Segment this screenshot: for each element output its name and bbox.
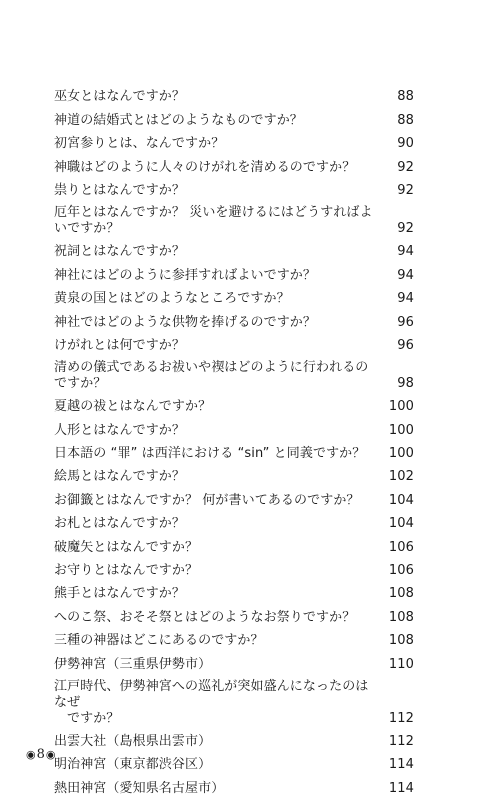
toc-entry	[54, 176, 414, 199]
toc-entry-title	[54, 244, 386, 260]
toc-entry	[54, 152, 414, 175]
toc-entry	[54, 129, 414, 152]
toc-entry-title	[54, 399, 386, 415]
toc-entry-page-number: 114	[388, 780, 414, 796]
toc-entry-page-number: 90	[397, 136, 414, 152]
toc-entry	[54, 727, 414, 750]
toc-entry-title-text: 人形とはなんですか？	[54, 422, 186, 438]
toc-entry	[54, 82, 414, 105]
toc-entry-title-text: 巫女とはなんですか？	[54, 89, 186, 105]
toc-entry-page-number: 112	[388, 710, 414, 726]
toc-entry-page-number: 96	[397, 337, 414, 353]
toc-entry-title	[54, 516, 386, 532]
toc-entry-title	[54, 183, 386, 199]
toc-entry-title-text: 熱田神宮（愛知県名古屋市）	[54, 780, 225, 796]
toc-entry-title-text: へのこ祭、おそそ祭とはどのようなお祭りですか？	[54, 609, 356, 625]
toc-entry-title-text: お御籤とはなんですか？ 何が書いてあるのですか？	[54, 492, 360, 508]
folio-right-ornament: ◉	[45, 748, 56, 761]
toc-entry-title	[54, 734, 386, 750]
toc-entry-page-number: 106	[388, 539, 414, 555]
toc-entry-title	[54, 360, 386, 392]
toc-entry-page-number: 94	[397, 267, 414, 283]
toc-entry	[54, 556, 414, 579]
toc-entry-title	[54, 679, 386, 727]
toc-entry-title-text: 初宮参りとは、なんですか？	[54, 136, 225, 152]
toc-entry-title-text: 神職はどのように人々のけがれを清めるのですか？	[54, 159, 356, 175]
toc-entry	[54, 626, 414, 649]
toc-entry-title-text: 三種の神器はどこにあるのですか？	[54, 633, 264, 649]
toc-entry-title	[54, 563, 386, 579]
toc-entry	[54, 392, 414, 415]
toc-entry-title-text: けがれとは何ですか？	[54, 337, 186, 353]
toc-entry	[54, 485, 414, 508]
toc-entry-title-text: 明治神宮（東京都渋谷区）	[54, 757, 212, 773]
toc-entry-page-number: 108	[388, 633, 414, 649]
toc-entry-title	[54, 423, 386, 439]
toc-entry-title	[54, 540, 386, 556]
toc-entry	[54, 354, 414, 392]
toc-entry-title	[54, 113, 386, 129]
toc-entry-page-number: 102	[388, 469, 414, 485]
toc-entry-title	[54, 136, 386, 152]
toc-entry-page-number: 104	[388, 492, 414, 508]
toc-entry-title	[54, 610, 386, 626]
toc-entry-title-text: 黄泉の国とはどのようなところですか？	[54, 291, 290, 307]
toc-entry-title	[54, 633, 386, 649]
toc-entry-title-text: お守りとはなんですか？	[54, 563, 199, 579]
toc-entry	[54, 415, 414, 438]
toc-entry-title	[54, 291, 386, 307]
toc-entry	[54, 331, 414, 354]
toc-entry	[54, 284, 414, 307]
toc-entry	[54, 307, 414, 330]
toc-entry-title-text: 神道の結婚式とはどのようなものですか？	[54, 112, 303, 128]
toc-entry-title	[54, 657, 386, 673]
toc-entry-title	[54, 160, 386, 176]
toc-entry	[54, 773, 414, 796]
toc-entry-title-text: 祟りとはなんですか？	[54, 182, 186, 198]
folio-number: 8	[36, 747, 45, 762]
toc-entry-title-text: 神社にはどのように参拝すればよいですか？	[54, 267, 317, 283]
toc-entry-page-number: 108	[388, 609, 414, 625]
toc-entry-page-number: 98	[397, 375, 414, 391]
toc-entry-page-number: 94	[397, 291, 414, 307]
toc-entry	[54, 509, 414, 532]
toc-entry-title-text: 日本語の “罪” は西洋における “sin” と同義ですか？	[54, 446, 366, 462]
toc-entry	[54, 260, 414, 283]
toc-entry	[54, 649, 414, 672]
toc-entry-page-number: 100	[388, 399, 414, 415]
toc-entry-title-text: 夏越の祓とはなんですか？	[54, 399, 212, 415]
toc-entry-page-number: 110	[388, 656, 414, 672]
toc-entry-title-text: 出雲大社（島根県出雲市）	[54, 733, 212, 749]
toc-entry	[54, 579, 414, 602]
toc-entry	[54, 532, 414, 555]
toc-entry-title-text: 清めの儀式であるお祓いや禊はどのように行われるのですか？	[54, 359, 369, 391]
toc-entry-title	[54, 338, 386, 354]
toc-entry-title	[54, 315, 386, 331]
toc-entry-page-number: 92	[397, 159, 414, 175]
toc-entry-page-number: 96	[397, 314, 414, 330]
toc-entry-page-number: 100	[388, 446, 414, 462]
toc-entry-title-text: 破魔矢とはなんですか？	[54, 539, 199, 555]
toc-entry	[54, 750, 414, 773]
toc-entry-page-number: 94	[397, 244, 414, 260]
toc-entry-page-number: 92	[397, 182, 414, 198]
toc-entry-title-text: 絵馬とはなんですか？	[54, 469, 186, 485]
toc-entry-page-number: 106	[388, 563, 414, 579]
toc-entry-title-text: 祝詞とはなんですか？	[54, 244, 186, 260]
toc-entry-page-number: 100	[388, 422, 414, 438]
toc-entry-page-number: 88	[397, 89, 414, 105]
toc-entry	[54, 602, 414, 625]
toc-entry-title-text: お札とはなんですか？	[54, 516, 186, 532]
toc-entry-page-number: 88	[397, 112, 414, 128]
toc-entry-title-text: 神社ではどのような供物を捧げるのですか？	[54, 314, 317, 330]
toc-entry-title-continuation: ですか？	[67, 710, 120, 726]
toc-entry	[54, 199, 414, 237]
toc-entry-title	[54, 469, 386, 485]
table-of-contents	[54, 82, 414, 797]
toc-entry-title	[54, 586, 386, 602]
toc-entry-page-number: 108	[388, 586, 414, 602]
toc-entry	[54, 462, 414, 485]
toc-entry-title-text: 江戸時代、伊勢神宮への巡礼が突如盛んになったのはなぜ	[54, 678, 369, 710]
toc-entry	[54, 105, 414, 128]
toc-entry-title-text: 伊勢神宮（三重県伊勢市）	[54, 656, 212, 672]
toc-entry-page-number: 92	[397, 220, 414, 236]
toc-entry-page-number: 104	[388, 516, 414, 532]
toc-entry-title	[54, 446, 386, 462]
toc-entry-title	[54, 781, 386, 797]
toc-entry	[54, 439, 414, 462]
toc-entry-title-text: 熊手とはなんですか？	[54, 586, 186, 602]
toc-entry-title	[54, 757, 386, 773]
toc-entry	[54, 673, 414, 727]
folio-left-ornament: ◉	[26, 748, 36, 761]
toc-entry-page-number: 114	[388, 757, 414, 773]
toc-entry-title	[54, 268, 386, 284]
toc-entry-title	[54, 493, 386, 509]
toc-entry	[54, 237, 414, 260]
toc-entry-page-number: 112	[388, 733, 414, 749]
page-number	[26, 747, 56, 762]
toc-entry-title-text: 厄年とはなんですか？ 災いを避けるにはどうすればよいですか？	[54, 204, 373, 236]
toc-entry-title	[54, 205, 386, 237]
toc-entry-title	[54, 89, 386, 105]
